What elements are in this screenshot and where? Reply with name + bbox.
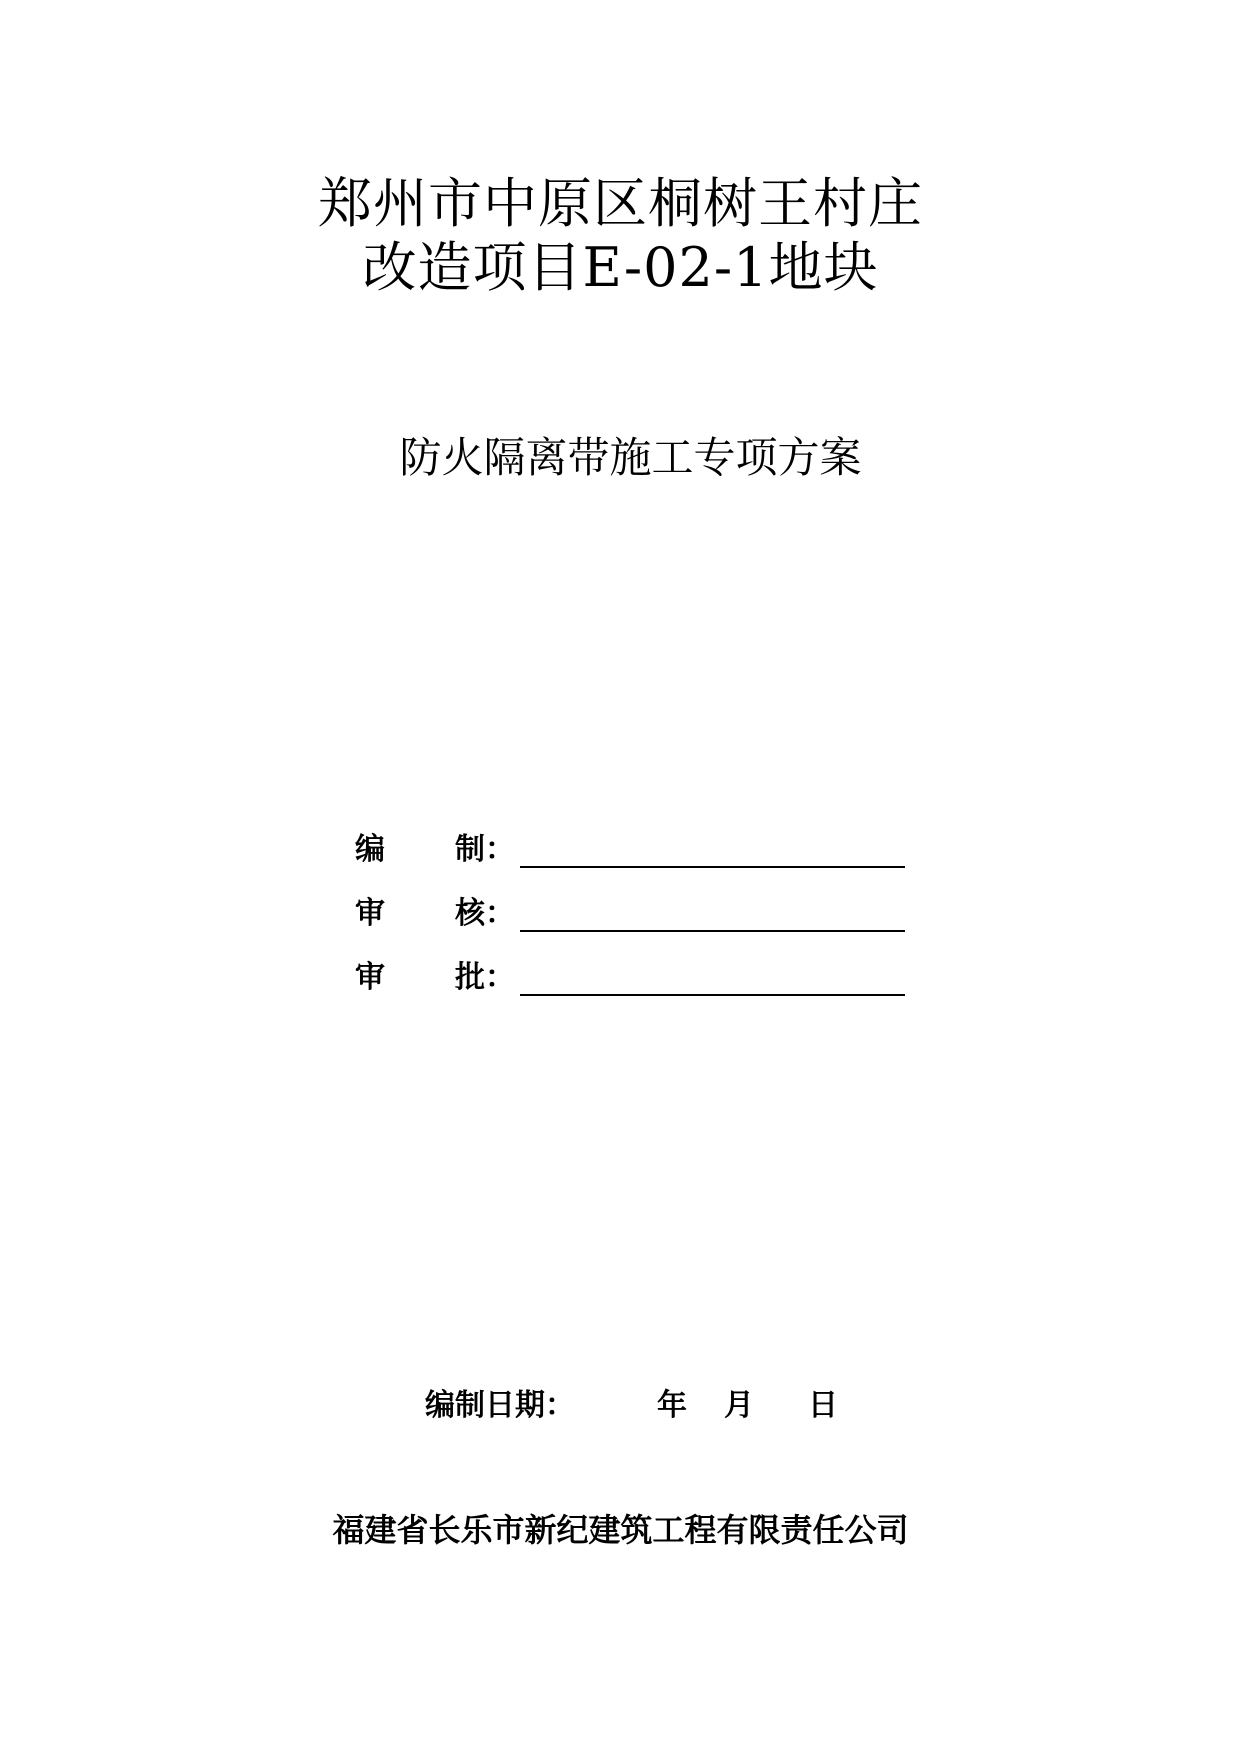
signature-label-review-a: 审: [355, 896, 385, 931]
compile-date-row: [0, 1384, 1241, 1428]
signature-row-approve: [355, 958, 915, 998]
signature-line-review[interactable]: [520, 930, 905, 932]
signature-line-compile[interactable]: [520, 866, 905, 868]
signature-row-compile: [355, 830, 915, 870]
signature-label-compile-b: 制：: [455, 832, 515, 867]
signature-label-approve-b: 批：: [455, 960, 515, 995]
document-subtitle: 防火隔离带施工专项方案: [399, 433, 862, 482]
signature-label-compile-a: 编: [355, 832, 385, 867]
date-month-label: 月: [724, 1388, 754, 1423]
signature-label-approve-a: 审: [355, 960, 385, 995]
date-day-label: 日: [808, 1388, 838, 1423]
signature-row-review: [355, 894, 915, 934]
signature-label-review-b: 核：: [455, 896, 515, 931]
document-title: [0, 172, 1241, 300]
company-name: 福建省长乐市新纪建筑工程有限责任公司: [332, 1511, 909, 1549]
signature-line-approve[interactable]: [520, 994, 905, 996]
date-year-label: 年: [657, 1388, 687, 1423]
compile-date-label: 编制日期：: [425, 1388, 575, 1423]
title-line-2: 改造项目E-02-1地块: [362, 236, 879, 299]
title-line-1: 郑州市中原区桐树王村庄: [318, 172, 923, 235]
